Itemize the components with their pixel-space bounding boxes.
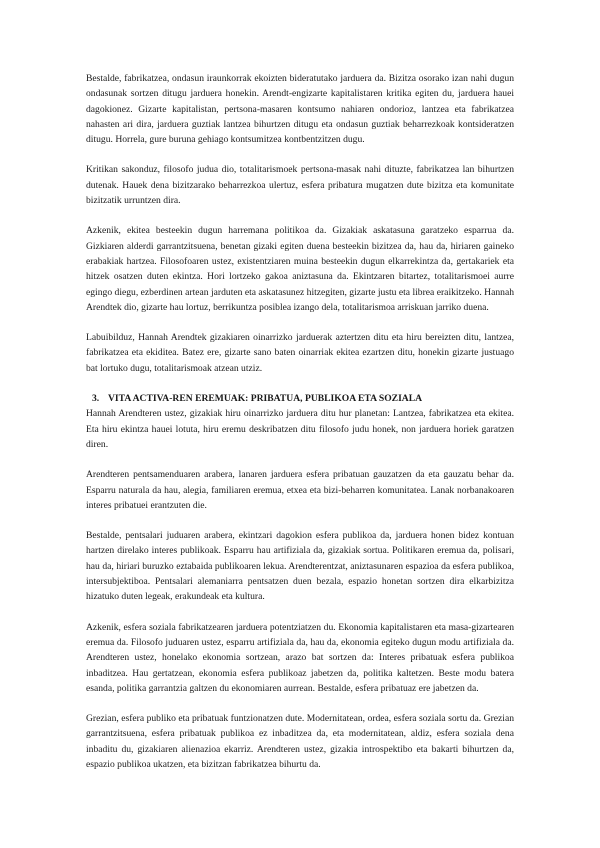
paragraph: Labuibilduz, Hannah Arendtek gizakiaren oinarrizko jarduerak aztertzen ditu eta hiru bereizten ditu, lantzea, fabrikatzea eta ekiditea. Batez ere, gizarte sano baten oinarriak ekitea ezartzen ditu, honekin gizarte justuago bat lortuko dugu, totalitarismoak atzean utziz.	[86, 332, 514, 374]
section-title: VITA ACTIVA-REN EREMUAK: PRIBATUA, PUBLIKOA ETA SOZIALA	[108, 393, 423, 405]
paragraph: Hannah Arendteren ustez, gizakiak hiru oinarrizko jarduera ditu hur planetan: Lantzea, fabrikatzea eta ekitea. Eta hiru ekintza hauei lotuta, hiru eremu deskribatzen ditu filosofo judu honek, non jarduera horiek garatzen diren.	[86, 408, 514, 450]
paragraph: Kritikan sakonduz, filosofo judua dio, totalitarismoek pertsona-masak nahi dituzte, fabrikatzea lan bihurtzen dutenak. Hauek dena bizitzarako beharrezkoa ulertuz, esfera pribatura mugatzen dute bizitza eta komunitate bizitzatik urruntzen dira.	[86, 164, 514, 207]
paragraph: Bestalde, fabrikatzea, ondasun iraunkorrak ekoizten bideratutako jarduera da. Bizitza osorako izan nahi dugun ondasunak sortzen ditugu jarduera honekin. Arendt-engizarte kapitalistaren kritika egiten du, jarduera hauei dagokionez. Gizarte kapitalistan, pertsona-masaren kontsumo nahiaren ondorioz, lantzea eta fabrikatzea nahasten ari dira, jarduera guztiak lantzea bihurtzen ditugu eta ondasun guztiak beharrezkoak kontsideratzen ditugu. Horrela, gure buruna gehiago kontsumitzea kontbentzitzen dugu.	[86, 73, 514, 146]
paragraph: Azkenik, esfera soziala fabrikatzearen jarduera potentziatzen du. Ekonomia kapitalistaren eta masa-gizartearen eremua da. Filosofo juduaren ustez, esparru artifiziala da, hau da, ekonomia egiteko dugun modu artifiziala da. Arendteren ustez, honelako ekonomia sortzean, arazo bat sortzen da: Interes pribatuak esfera publikoa inbaditzea. Hau gertatzean, ekonomia esfera publikoaz jabetzen da, politika kaltetzen. Beste modu batera esanda, politika garrantzia galtzen du ekonomiaren aurrean. Bestalde, esfera pribatuaz ere jabetzen da.	[86, 621, 514, 694]
section-heading	[86, 391, 514, 406]
paragraph: Bestalde, pentsalari juduaren arabera, ekintzari dagokion esfera publikoa da, jarduera honen bidez kontuan hartzen direlako interes publikoak. Esparru hau artifiziala da, gizakiak sortua. Politikaren eremua da, polisari, hau da, hiriari buruzko eztabaida publikoaren lekua. Arendterentzat, aniztasunaren espazioa da esfera publikoa, intersubjektiboa. Pentsalari alemaniarra pentsatzen duen bezala, espazio honetan sortzen dira elkarbizitza hizatuko duten legeak, erakundeak eta kultura.	[86, 530, 514, 603]
section-number: 3.	[92, 393, 100, 405]
paragraph: Arendteren pentsamenduaren arabera, lanaren jarduera esfera pribatuan gauzatzen da eta gauzatu behar da. Esparru naturala da hau, alegia, familiaren eremua, etxea eta bizi-beharren komunitatea. Lanak norbanakoaren interes pribatuei erantzuten die.	[86, 469, 514, 511]
paragraph: Azkenik, ekitea besteekin dugun harremana politikoa da. Gizakiak askatasuna garatzeko esparrua da. Gizkiaren alderdi garrantzitsuena, benetan gizaki egiten duena besteekin bizitzea da, hau da, hiriaren gaineko erabakiak hartzea. Filosofoaren ustez, existentziaren muina besteekin dugun elkarrekintza da, gertakariek eta hitzek osatzen duten ekintza. Hori lortzeko gakoa aniztasuna da. Ekintzaren bitartez, totalitarismoei aurre egingo diegu, ezberdinen artean jarduten eta askatasunez hitzegiten, gizarte justu eta librea eraikitzeko. Hannah Arendtek dio, gizarte hau lortuz, berrikuntza posiblea izango dela, totalitarismoa arriskuan jarriko duena.	[86, 225, 514, 313]
paragraph: Grezian, esfera publiko eta pribatuak funtzionatzen dute. Modernitatean, ordea, esfera soziala sortu da. Grezian garrantzitsuena, esfera pribatuak publikoa ez inbaditzea da, eta modernitatean, aldiz, esfera soziala dena inbaditu du, gizakiaren alienazioa ekarriz. Arendteren ustez, gizakia introspektibo eta bakarti bihurtzen da, espazio publikoa ukatzen, eta bizitzan fabrikatzea bihurtu da.	[86, 713, 514, 770]
document-body	[86, 71, 514, 787]
